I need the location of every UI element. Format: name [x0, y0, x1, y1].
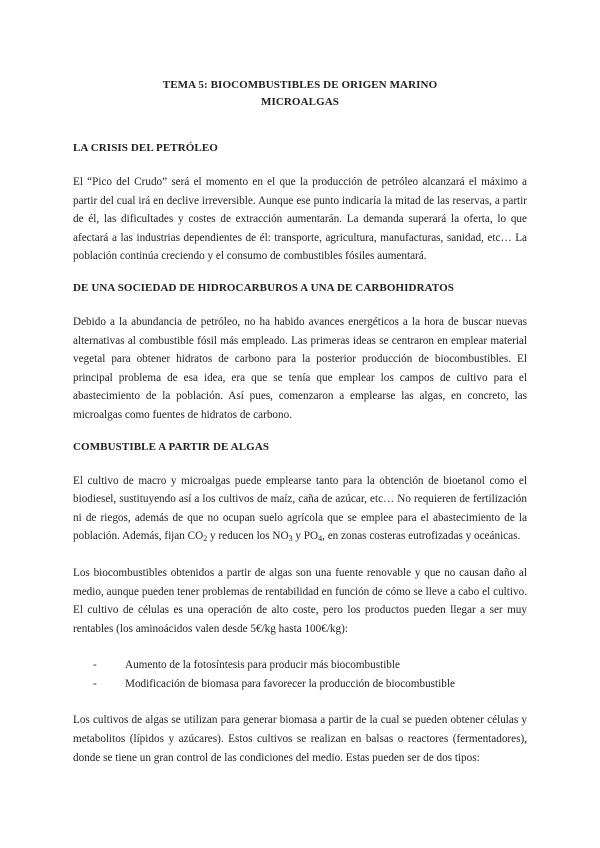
paragraph-cultivo-text-2: y reducen los NO [207, 530, 289, 543]
list-marker: - [93, 677, 97, 690]
section-heading-crisis: LA CRISIS DEL PETRÓLEO [73, 142, 218, 154]
section-heading-algas: COMBUSTIBLE A PARTIR DE ALGAS [73, 440, 270, 453]
paragraph-sociedad: Debido a la abundancia de petróleo, no ha habido avances energéticos a la hora de buscar nuevas alternativas al combustible fósil más empleado. Las primeras ideas se centraron en emplear material vegetal para obtener hidratos de carbono para la posterior producción de biocombustibles. El principal problema de esa idea, era que se tenía que emplear los campos de cultivo para el abastecimiento de la población. Así pues, comenzaron a emplearse las algas, en concreto, las microalgas como fuentes de hidratos de carbono. [73, 315, 527, 421]
paragraph-cultivo [73, 472, 527, 546]
list-item [93, 675, 527, 694]
document-title [73, 77, 527, 111]
list-item-text: Modificación de biomasa para favorecer la producción de biocombustible [125, 677, 455, 690]
list-item [93, 656, 527, 675]
bullet-list [73, 656, 527, 693]
list-marker: - [93, 659, 97, 672]
section-heading-sociedad: DE UNA SOCIEDAD DE HIDROCARBUROS A UNA DE CARBOHIDRATOS [73, 281, 454, 294]
title-line-2: MICROALGAS [260, 96, 339, 108]
title-line-1: TEMA 5: BIOCOMBUSTIBLES DE ORIGEN MARINO [162, 79, 438, 91]
paragraph-cultivo-text-3: y PO [292, 530, 319, 543]
paragraph-cultivos-biomasa: Los cultivos de algas se utilizan para generar biomasa a partir de la cual se pueden obtener células y metabolitos (lípidos y azúcares). Estos cultivos se realizan en balsas o reactores (fermentadores), donde se tiene un gran control de las condiciones del medio. Estas pueden ser de dos tipos: [73, 714, 527, 764]
paragraph-cultivo-text-4: , en zonas costeras eutrofizadas y oceánicas. [322, 530, 521, 543]
list-item-text: Aumento de la fotosíntesis para producir más biocombustible [125, 659, 400, 672]
paragraph-crisis: El “Pico del Crudo” será el momento en el que la producción de petróleo alcanzará el máximo a partir del cual irá en declive irreversible. Aunque ese punto indicaría la mitad de las reservas, a partir de él, las dificultades y costes de extracción aumentarán. La demanda superará la oferta, lo que afectará a las industrias dependientes de él: transporte, agricultura, manufacturas, sanidad, etc… La población continúa creciendo y el consumo de combustibles fósiles aumentará. [73, 176, 527, 263]
paragraph-cultivo-text-1: El cultivo de macro y microalgas puede emplearse tanto para la obtención de bioetanol como el biodiesel, sustituyendo así a los cultivos de maíz, caña de azúcar, etc… No requieren de fertilización ni de riegos, además de que no ocupan suelo agrícola que se emplee para el abastecimiento de la población. Además, fijan CO [73, 474, 527, 543]
paragraph-biocombustibles: Los biocombustibles obtenidos a partir de algas son una fuente renovable y que no causan daño al medio, aunque pueden tener problemas de rentabilidad en función de cómo se lleve a cabo el cultivo. El cultivo de células es una operación de alto coste, pero los productos pueden llegar a ser muy rentables (los aminoácidos valen desde 5€/kg hasta 100€/kg): [73, 566, 527, 635]
subscript-co2: 2 [203, 534, 208, 544]
subscript-no3: 3 [288, 534, 293, 544]
subscript-po4: 4 [318, 534, 323, 544]
